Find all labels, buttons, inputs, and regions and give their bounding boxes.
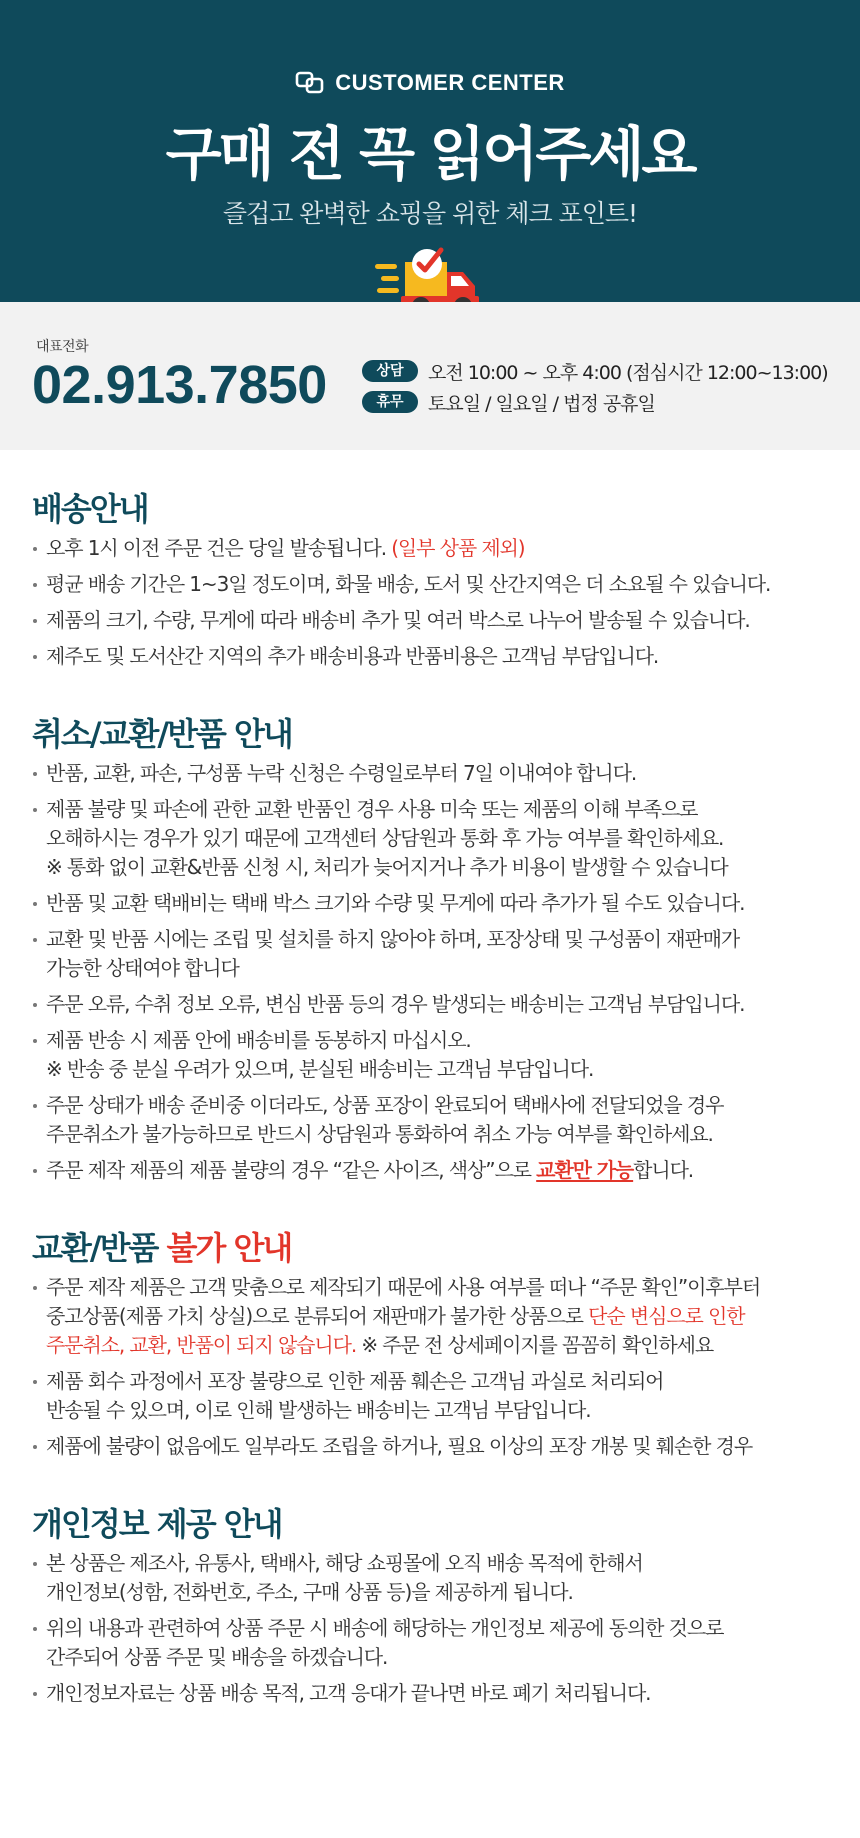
- item-line: [46, 1331, 836, 1360]
- item-text: 오후 1시 이전 주문 건은 당일 발송됩니다.: [46, 536, 386, 560]
- list-item: [32, 1614, 836, 1672]
- item-line: 교환 및 반품 시에는 조립 및 설치를 하지 않아야 하며, 포장상태 및 구성품이 재판매가: [46, 927, 740, 951]
- consult-badge: 상담: [362, 360, 418, 382]
- item-line: 제품 불량 및 파손에 관한 교환 반품인 경우 사용 미숙 또는 제품의 이해 부족으로: [46, 797, 698, 821]
- list-item: 주문 오류, 수취 정보 오류, 변심 반품 등의 경우 발생되는 배송비는 고객님 부담입니다.: [32, 990, 836, 1019]
- list-item: [32, 925, 836, 983]
- list-item: [32, 1549, 836, 1607]
- page-title: 구매 전 꼭 읽어주세요: [165, 120, 695, 188]
- item-line: 위의 내용과 관련하여 상품 주문 시 배송에 해당하는 개인정보 제공에 동의한 것으로: [46, 1616, 724, 1640]
- title-text: 교환/반품: [32, 1229, 167, 1267]
- list-item: [32, 1026, 836, 1084]
- item-highlight: (일부 상품 제외): [391, 536, 525, 560]
- item-line: 반송될 수 있으며, 이로 인해 발생하는 배송비는 고객님 부담입니다.: [46, 1398, 591, 1422]
- page-subtitle: 즐겁고 완벽한 쇼핑을 위한 체크 포인트!: [222, 199, 638, 228]
- item-emphasis: 교환만 가능: [536, 1158, 634, 1182]
- contact-bar: [0, 302, 860, 450]
- item-text: ※ 주문 전 상세페이지를 꼼꼼히 확인하세요: [356, 1333, 714, 1357]
- list-item: [32, 1156, 836, 1185]
- item-line: [46, 1302, 836, 1331]
- notice-content: [0, 450, 860, 1715]
- title-highlight: 불가 안내: [166, 1229, 292, 1267]
- section-title: 개인정보 제공 안내: [32, 1505, 282, 1543]
- list-item: [32, 1091, 836, 1149]
- item-highlight: 단순 변심으로 인한: [588, 1304, 745, 1328]
- item-line: 제품 회수 과정에서 포장 불량으로 인한 제품 훼손은 고객님 과실로 처리되어: [46, 1369, 664, 1393]
- contact-label: 대표전화: [36, 339, 89, 355]
- item-line: 오해하시는 경우가 있기 때문에 고객센터 상담원과 통화 후 가능 여부를 확인하세요.: [46, 826, 724, 850]
- holiday-badge: 휴무: [362, 391, 418, 413]
- item-text: 합니다.: [633, 1158, 694, 1182]
- item-line: 주문 제작 제품은 고객 맞춤으로 제작되기 때문에 사용 여부를 떠나 “주문 확인”이후부터: [46, 1275, 761, 1299]
- brand: [0, 70, 860, 96]
- section-shipping: [32, 488, 836, 671]
- hours-row-consult: [362, 357, 852, 385]
- item-line: 개인정보(성함, 전화번호, 주소, 구매 상품 등)을 제공하게 됩니다.: [46, 1580, 573, 1604]
- section-title: 배송안내: [32, 490, 148, 528]
- phone-number[interactable]: 02.913.7850: [32, 355, 327, 415]
- item-line: 주문취소가 불가능하므로 반드시 상담원과 통화하여 취소 가능 여부를 확인하세요.: [46, 1122, 713, 1146]
- list-item: 제주도 및 도서산간 지역의 추가 배송비용과 반품비용은 고객님 부담입니다.: [32, 642, 836, 671]
- section-title: 취소/교환/반품 안내: [32, 715, 292, 753]
- item-line: ※ 반송 중 분실 우려가 있으며, 분실된 배송비는 고객님 부담입니다.: [46, 1057, 594, 1081]
- section-privacy: [32, 1503, 836, 1708]
- holiday-text: 토요일 / 일요일 / 법정 공휴일: [428, 392, 655, 415]
- list-item: [32, 1367, 836, 1425]
- item-line: 제품 반송 시 제품 안에 배송비를 동봉하지 마십시오.: [46, 1028, 471, 1052]
- item-line: ※ 통화 없이 교환&반품 신청 시, 처리가 늦어지거나 추가 비용이 발생할 수 있습니다: [46, 855, 728, 879]
- consult-hours: 오전 10:00 ~ 오후 4:00 (점심시간 12:00~13:00): [428, 361, 828, 384]
- list-item: 제품의 크기, 수량, 무게에 따라 배송비 추가 및 여러 박스로 나누어 발송될 수 있습니다.: [32, 606, 836, 635]
- item-line: 본 상품은 제조사, 유통사, 택배사, 해당 쇼핑몰에 오직 배송 목적에 한해서: [46, 1551, 643, 1575]
- hours-row-holiday: [362, 388, 852, 416]
- item-text: 중고상품(제품 가치 상실)으로 분류되어 재판매가 불가한 상품으로: [46, 1304, 589, 1328]
- list-item: 개인정보자료는 상품 배송 목적, 고객 응대가 끝나면 바로 폐기 처리됩니다.: [32, 1679, 836, 1708]
- list-item: 반품 및 교환 택배비는 택배 박스 크기와 수량 및 무게에 따라 추가가 될 수도 있습니다.: [32, 889, 836, 918]
- item-line: 주문 상태가 배송 준비중 이더라도, 상품 포장이 완료되어 택배사에 전달되었을 경우: [46, 1093, 724, 1117]
- business-hours: [362, 357, 852, 419]
- section-title: [32, 1227, 836, 1269]
- item-line: 가능한 상태여야 합니다: [46, 956, 239, 980]
- customer-center-logo-icon: [295, 71, 325, 95]
- list-item: 반품, 교환, 파손, 구성품 누락 신청은 수령일로부터 7일 이내여야 합니다.: [32, 759, 836, 788]
- section-no-return: [32, 1227, 836, 1461]
- item-text: 주문 제작 제품의 제품 불량의 경우 “같은 사이즈, 색상”으로: [46, 1158, 537, 1182]
- list-item: [32, 1273, 836, 1360]
- section-cancel-exchange-return: [32, 713, 836, 1185]
- list-item: [32, 534, 836, 563]
- list-item: 제품에 불량이 없음에도 일부라도 조립을 하거나, 필요 이상의 포장 개봉 및 훼손한 경우: [32, 1432, 836, 1461]
- item-line: 간주되어 상품 주문 및 배송을 하겠습니다.: [46, 1645, 388, 1669]
- brand-label: CUSTOMER CENTER: [335, 70, 565, 95]
- list-item: [32, 795, 836, 882]
- item-highlight: 주문취소, 교환, 반품이 되지 않습니다.: [46, 1333, 357, 1357]
- list-item: 평균 배송 기간은 1~3일 정도이며, 화물 배송, 도서 및 산간지역은 더 소요될 수 있습니다.: [32, 570, 836, 599]
